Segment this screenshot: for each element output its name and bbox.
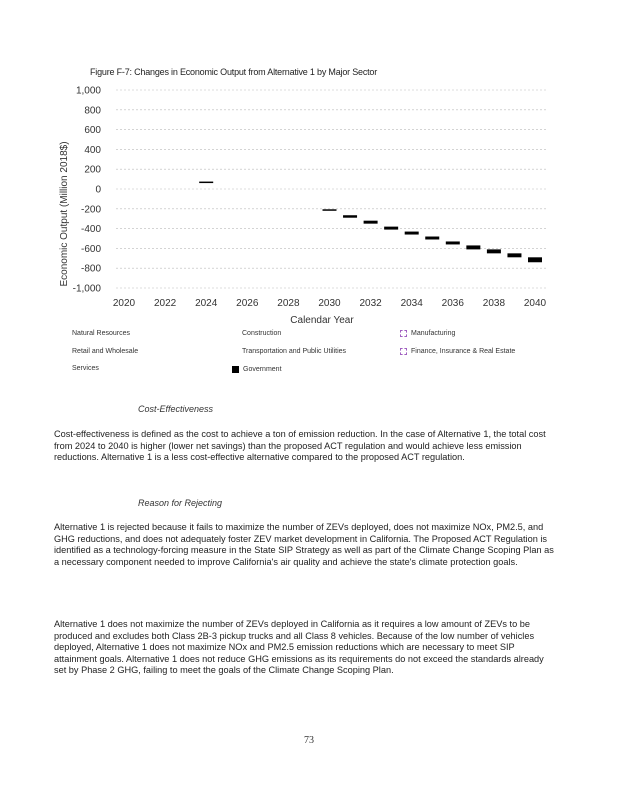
x-tick-label: 2020 <box>112 298 136 309</box>
economic-output-chart <box>0 0 618 330</box>
y-tick-label: 800 <box>84 105 101 117</box>
legend-swatch <box>232 366 239 373</box>
bar-government-2024 <box>199 182 213 184</box>
legend-label: Construction <box>242 330 282 337</box>
legend-label: Retail and Wholesale <box>72 348 139 355</box>
paragraph-text: Cost-effectiveness is defined as the cost to achieve a ton of emission reduction. In the case of Alternative 1, the total cost from 2024 to 2040 is higher (lower net savings) than the proposed ACT regulation and would achieve less emission reductions. Alternative 1 is a less cost-effective alternative compared to the proposed ACT regulation. <box>54 429 546 462</box>
legend-label: Manufacturing <box>411 330 456 337</box>
legend-label: Services <box>72 365 99 372</box>
legend-item-retail-wholesale <box>72 348 138 355</box>
y-tick-label: 400 <box>84 144 101 156</box>
y-axis-title: Economic Output (Million 2018$) <box>59 141 70 287</box>
legend-label: Transportation and Public Utilities <box>242 348 347 355</box>
reason-for-rejecting-heading: Reason for Rejecting <box>138 498 223 508</box>
legend-item-construction <box>242 330 281 337</box>
x-tick-label: 2028 <box>277 298 300 309</box>
y-tick-label: -1,000 <box>72 283 101 295</box>
x-tick-label: 2036 <box>441 298 464 309</box>
figure-title: Figure F-7: Changes in Economic Output from Alternative 1 by Major Sector <box>90 67 378 77</box>
legend-item-government <box>232 366 282 373</box>
y-tick-label: -800 <box>80 263 101 275</box>
y-tick-label: -600 <box>80 243 101 255</box>
bar-government-2037 <box>466 245 480 249</box>
rejection-paragraph-1 <box>54 522 554 568</box>
legend-item-natural-resources <box>72 330 130 337</box>
x-tick-label: 2032 <box>359 298 382 309</box>
cost-effectiveness-heading: Cost-Effectiveness <box>138 404 214 414</box>
x-tick-label: 2024 <box>195 298 218 309</box>
x-tick-label: 2022 <box>153 298 177 309</box>
paragraph-text: Alternative 1 does not maximize the number of ZEVs deployed in California as it requires a low amount of ZEVs to be produced and excludes both Class 2B-3 pickup trucks and all Class 8 vehicles. Because of the low number of vehicles deployed, Alternative 1 does not maximize NOx and PM2.5 emission reductions which are necessary to meet SIP attainment goals. Alternative 1 does not reduce GHG emissions as its requirements do not exceed the standards already set by Phase 2 GHG, failing to meet the goals of the Climate Change Scoping Plan. <box>54 619 544 675</box>
legend-swatch <box>400 330 407 337</box>
x-tick-label: 2034 <box>400 298 423 309</box>
x-tick-label: 2040 <box>523 298 547 309</box>
legend-item-finance <box>400 348 515 355</box>
legend-item-services <box>72 365 99 372</box>
legend-label: Finance, Insurance & Real Estate <box>411 348 516 355</box>
x-tick-label: 2030 <box>318 298 341 309</box>
y-tick-label: 600 <box>84 125 101 137</box>
x-axis-title: Calendar Year <box>290 315 354 326</box>
bar-government-2038 <box>487 249 501 253</box>
legend-label: Government <box>243 366 282 373</box>
legend-item-manufacturing <box>400 330 455 337</box>
y-tick-label: -200 <box>80 204 101 216</box>
bar-government-2033 <box>384 227 398 230</box>
bar-government-2032 <box>364 221 378 224</box>
cost-effectiveness-paragraph <box>54 429 554 464</box>
bar-government-2036 <box>446 241 460 244</box>
bar-government-2030 <box>323 209 337 211</box>
y-tick-label: 0 <box>95 184 101 196</box>
x-tick-label: 2026 <box>236 298 259 309</box>
bar-government-2039 <box>507 253 521 257</box>
paragraph-text: Alternative 1 is rejected because it fails to maximize the number of ZEVs deployed, does not maximize NOx, PM2.5, and GHG reductions, and does not adequately foster ZEV market development in California. The Proposed ACT Regulation is identified as a technology-forcing measure in the State SIP Strategy as well as part of the Climate Change Scoping Plan as a necessary component needed to improve California's air quality and achieve the state's climate protection goals. <box>54 522 554 567</box>
legend-label: Natural Resources <box>72 330 130 337</box>
x-tick-label: 2038 <box>482 298 506 309</box>
bar-government-2040 <box>528 257 542 262</box>
legend-item-transportation <box>242 348 346 355</box>
bar-government-2031 <box>343 215 357 217</box>
bar-government-2034 <box>405 232 419 235</box>
page-number: 73 <box>304 735 314 746</box>
bar-government-2035 <box>425 237 439 240</box>
y-tick-label: 1,000 <box>75 85 101 97</box>
y-tick-label: -400 <box>80 224 101 236</box>
y-tick-label: 200 <box>84 164 101 176</box>
legend-swatch <box>400 348 407 355</box>
rejection-paragraph-2 <box>54 619 554 677</box>
